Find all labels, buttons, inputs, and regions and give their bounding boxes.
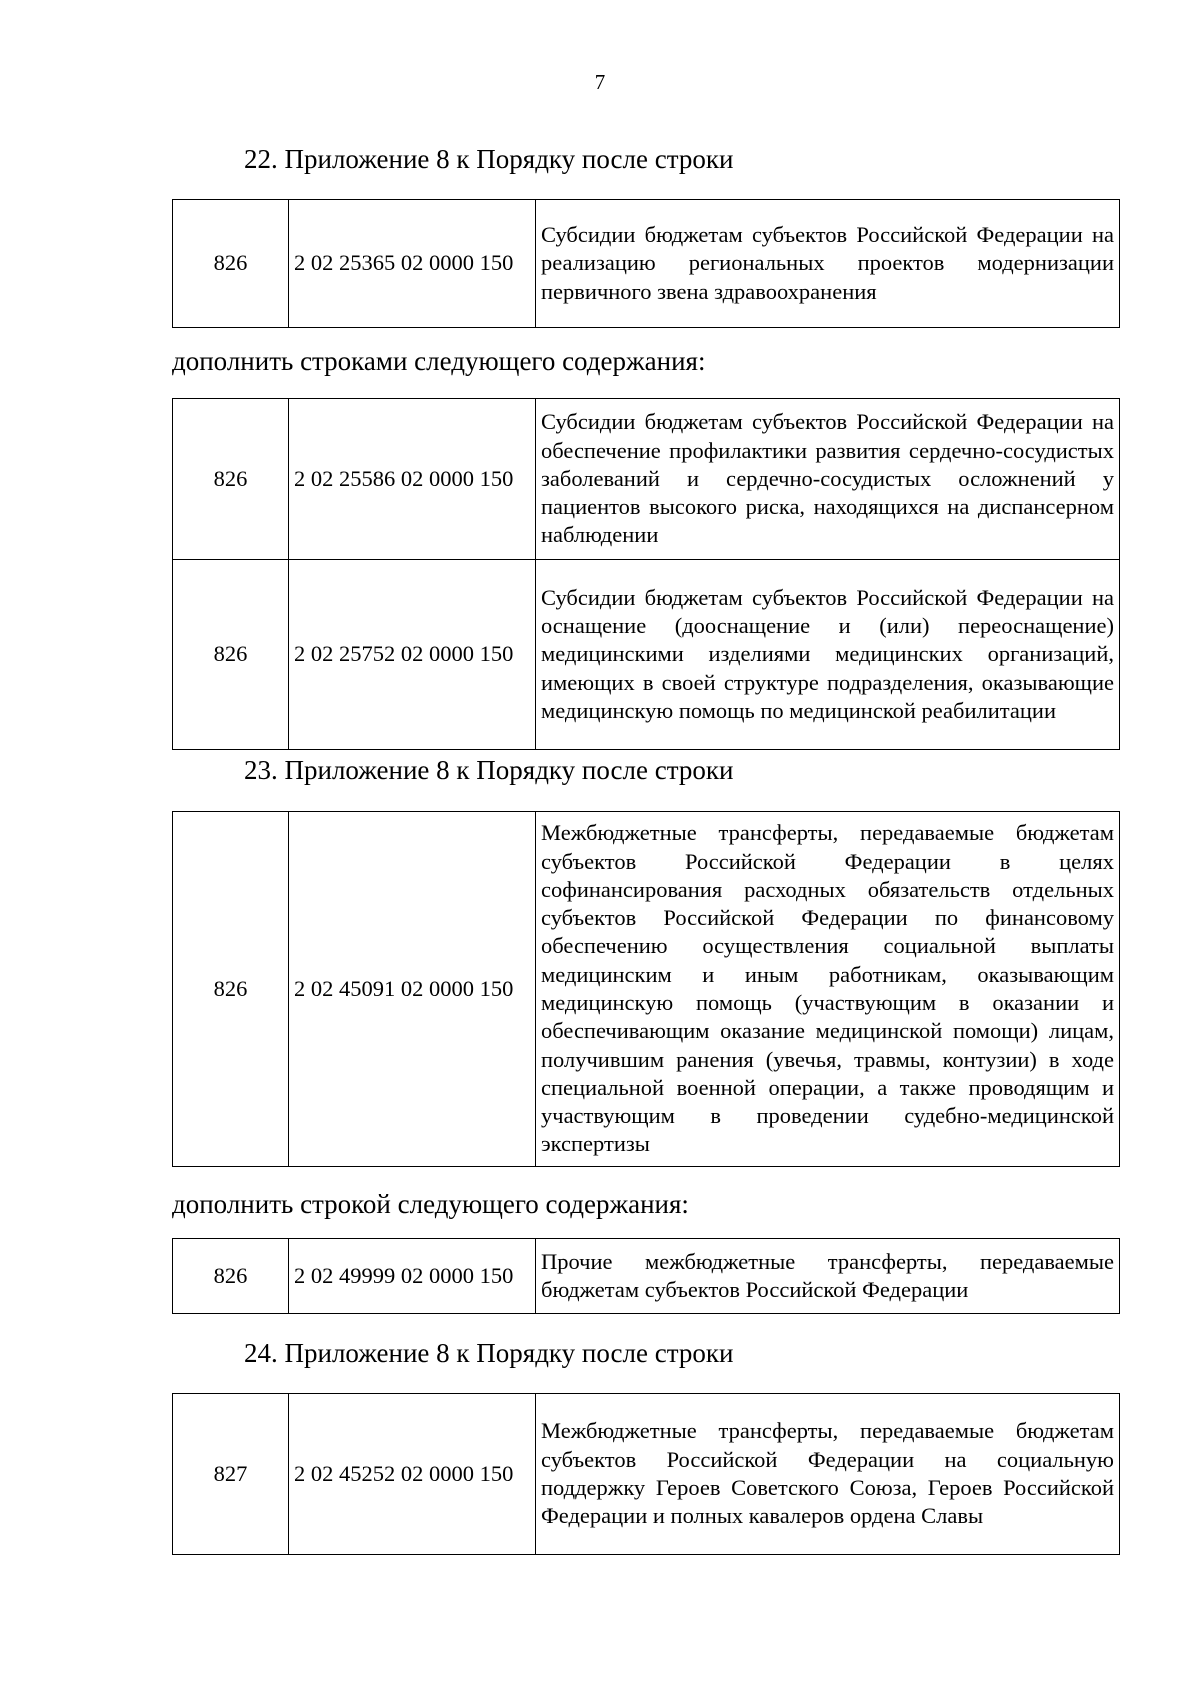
table-22-original bbox=[172, 199, 1120, 328]
table-row bbox=[173, 200, 1120, 328]
row-number: 826 bbox=[173, 812, 289, 1167]
row-description: Межбюджетные трансферты, передаваемые бюджетам субъектов Российской Федерации на социальную поддержку Героев Советского Союза, Героев Российской Федерации и полных кавалеров ордена Славы bbox=[536, 1394, 1120, 1555]
row-code: 2 02 25752 02 0000 150 bbox=[289, 560, 536, 750]
row-number: 826 bbox=[173, 399, 289, 560]
row-code: 2 02 49999 02 0000 150 bbox=[289, 1239, 536, 1314]
row-number: 826 bbox=[173, 1239, 289, 1314]
row-code: 2 02 45252 02 0000 150 bbox=[289, 1394, 536, 1555]
row-number: 827 bbox=[173, 1394, 289, 1555]
row-description: Субсидии бюджетам субъектов Российской Федерации на оснащение (дооснащение и (или) переоснащение) медицинскими изделиями медицинских организаций, имеющих в своей структуре подразделения, оказывающие медицинскую помощь по медицинской реабилитации bbox=[536, 560, 1120, 750]
row-code: 2 02 25365 02 0000 150 bbox=[289, 200, 536, 328]
section-heading-23: 23. Приложение 8 к Порядку после строки bbox=[244, 755, 734, 785]
row-description: Прочие межбюджетные трансферты, передаваемые бюджетам субъектов Российской Федерации bbox=[536, 1239, 1120, 1314]
page-number: 7 bbox=[594, 70, 606, 94]
table-row bbox=[173, 812, 1120, 1167]
row-description: Субсидии бюджетам субъектов Российской Федерации на реализацию региональных проектов модернизации первичного звена здравоохранения bbox=[536, 200, 1120, 328]
section-heading-24: 24. Приложение 8 к Порядку после строки bbox=[244, 1338, 734, 1368]
row-description: Субсидии бюджетам субъектов Российской Федерации на обеспечение профилактики развития сердечно-сосудистых заболеваний и сердечно-сосудистых осложнений у пациентов высокого риска, находящихся на диспансерном наблюдении bbox=[536, 399, 1120, 560]
table-row bbox=[173, 399, 1120, 560]
row-description: Межбюджетные трансферты, передаваемые бюджетам субъектов Российской Федерации в целях софинансирования расходных обязательств отдельных субъектов Российской Федерации по финансовому обеспечению осуществления социальной выплаты медицинским и иным работникам, оказывающим медицинскую помощь (участвующим в оказании и обеспечивающим оказание медицинской помощи) лицам, получившим ранения (увечья, травмы, контузии) в ходе специальной военной операции, а также проводящим и участвующим в проведении судебно-медицинской экспертизы bbox=[536, 812, 1120, 1167]
table-row bbox=[173, 560, 1120, 750]
row-number: 826 bbox=[173, 200, 289, 328]
table-23-original bbox=[172, 811, 1120, 1167]
section-heading-22: 22. Приложение 8 к Порядку после строки bbox=[244, 144, 734, 174]
row-code: 2 02 45091 02 0000 150 bbox=[289, 812, 536, 1167]
row-code: 2 02 25586 02 0000 150 bbox=[289, 399, 536, 560]
row-number: 826 bbox=[173, 560, 289, 750]
addition-label-23: дополнить строкой следующего содержания: bbox=[172, 1189, 689, 1219]
addition-label-22: дополнить строками следующего содержания: bbox=[172, 346, 706, 376]
table-23-added bbox=[172, 1238, 1120, 1314]
table-row bbox=[173, 1394, 1120, 1555]
table-row bbox=[173, 1239, 1120, 1314]
table-22-added bbox=[172, 398, 1120, 750]
table-24-original bbox=[172, 1393, 1120, 1555]
